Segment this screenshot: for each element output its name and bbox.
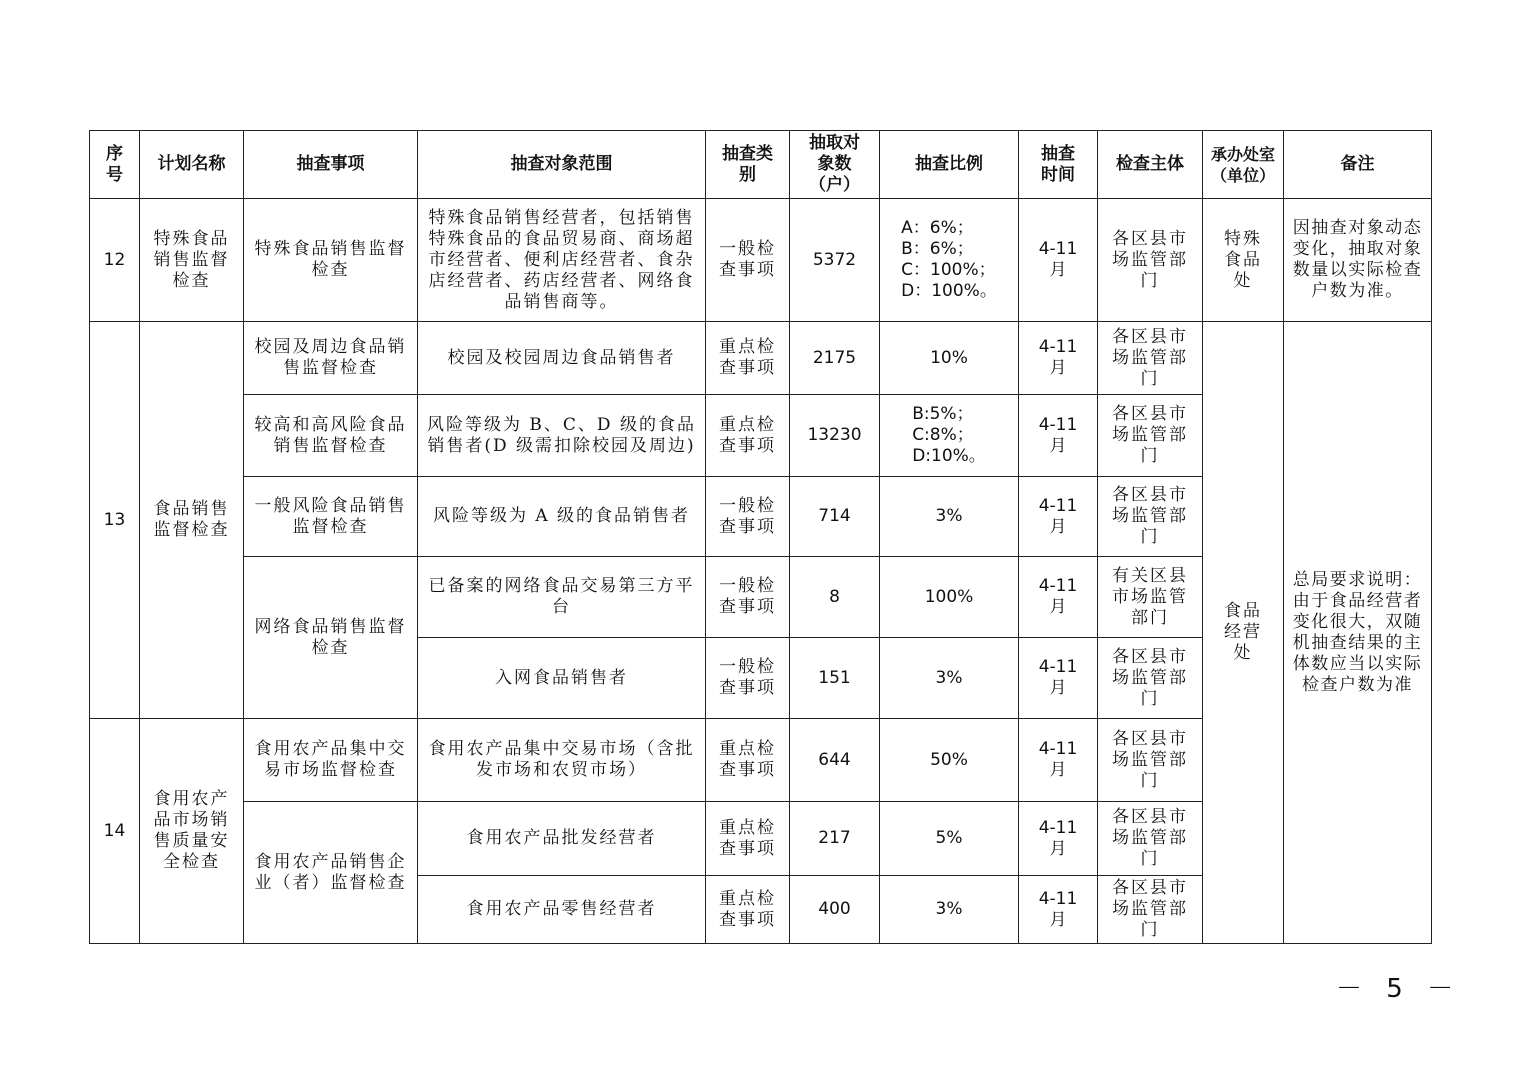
header-time: 抽查时间 <box>1019 131 1098 199</box>
row-item: 特殊食品销售监督检查 <box>244 199 418 322</box>
row-dept: 特殊食品处 <box>1203 199 1284 322</box>
header-item: 抽查事项 <box>244 131 418 199</box>
row-time: 4-11月 <box>1019 638 1098 719</box>
row-scope: 特殊食品销售经营者，包括销售特殊食品的食品贸易商、商场超市经营者、便利店经营者、食杂店经营者、药店经营者、网络食品销售商等。 <box>418 199 706 322</box>
row-dept: 食品经营处 <box>1203 322 1284 944</box>
row-time: 4-11月 <box>1019 395 1098 477</box>
row-category: 一般检查事项 <box>706 199 790 322</box>
row-seq: 12 <box>90 199 140 322</box>
ratio-line: D:10%。 <box>912 446 986 466</box>
row-item: 一般风险食品销售监督检查 <box>244 477 418 557</box>
header-category: 抽查类别 <box>706 131 790 199</box>
row-item: 较高和高风险食品销售监督检查 <box>244 395 418 477</box>
row-subject: 有关区县市场监管部门 <box>1098 557 1203 638</box>
row-scope: 入网食品销售者 <box>418 638 706 719</box>
row-time: 4-11月 <box>1019 199 1098 322</box>
row-item: 食用农产品集中交易市场监督检查 <box>244 719 418 802</box>
row-remark: 因抽查对象动态变化，抽取对象数量以实际检查户数为准。 <box>1284 199 1432 322</box>
row-remark: 总局要求说明：由于食品经营者变化很大，双随机抽查结果的主体数应当以实际检查户数为准 <box>1284 322 1432 944</box>
row-plan-name: 食品销售监督检查 <box>140 322 244 719</box>
row-plan-name: 食用农产品市场销售质量安全检查 <box>140 719 244 944</box>
row-seq: 13 <box>90 322 140 719</box>
header-subject: 检查主体 <box>1098 131 1203 199</box>
row-ratio: 3% <box>880 477 1019 557</box>
row-category: 重点检查事项 <box>706 395 790 477</box>
ratio-line: B:5%； <box>912 404 974 424</box>
row-category: 重点检查事项 <box>706 876 790 944</box>
ratio-line: C:8%； <box>912 425 974 445</box>
header-scope: 抽查对象范围 <box>418 131 706 199</box>
row-ratio: 100% <box>880 557 1019 638</box>
row-scope: 食用农产品集中交易市场（含批发市场和农贸市场） <box>418 719 706 802</box>
inspection-plan-table <box>89 130 1432 944</box>
row-ratio: 50% <box>880 719 1019 802</box>
row-subject: 各区县市场监管部门 <box>1098 477 1203 557</box>
row-item: 校园及周边食品销售监督检查 <box>244 322 418 395</box>
row-scope: 食用农产品批发经营者 <box>418 802 706 876</box>
row-item: 网络食品销售监督检查 <box>244 557 418 719</box>
row-ratio <box>880 395 1019 477</box>
row-ratio: 3% <box>880 876 1019 944</box>
row-count: 13230 <box>790 395 880 477</box>
header-plan-name: 计划名称 <box>140 131 244 199</box>
row-subject: 各区县市场监管部门 <box>1098 876 1203 944</box>
row-plan-name: 特殊食品销售监督检查 <box>140 199 244 322</box>
ratio-line: B：6%； <box>901 239 974 259</box>
row-time: 4-11月 <box>1019 477 1098 557</box>
row-time: 4-11月 <box>1019 876 1098 944</box>
row-scope: 食用农产品零售经营者 <box>418 876 706 944</box>
row-ratio: 10% <box>880 322 1019 395</box>
row-subject: 各区县市场监管部门 <box>1098 638 1203 719</box>
table-header-row <box>90 131 1432 199</box>
row-seq: 14 <box>90 719 140 944</box>
row-subject: 各区县市场监管部门 <box>1098 322 1203 395</box>
row-count: 217 <box>790 802 880 876</box>
row-count: 151 <box>790 638 880 719</box>
row-scope: 已备案的网络食品交易第三方平台 <box>418 557 706 638</box>
header-ratio: 抽查比例 <box>880 131 1019 199</box>
page-number: － 5 － <box>1336 974 1462 1004</box>
row-category: 一般检查事项 <box>706 477 790 557</box>
row-category: 重点检查事项 <box>706 322 790 395</box>
row-subject: 各区县市场监管部门 <box>1098 802 1203 876</box>
header-count: 抽取对象数（户） <box>790 131 880 199</box>
header-dept: 承办处室（单位） <box>1203 131 1284 199</box>
row-time: 4-11月 <box>1019 557 1098 638</box>
row-category: 一般检查事项 <box>706 638 790 719</box>
row-category: 重点检查事项 <box>706 719 790 802</box>
row-count: 400 <box>790 876 880 944</box>
table-row <box>90 199 1432 322</box>
row-category: 一般检查事项 <box>706 557 790 638</box>
ratio-line: D：100%。 <box>901 281 997 301</box>
row-time: 4-11月 <box>1019 802 1098 876</box>
row-subject: 各区县市场监管部门 <box>1098 719 1203 802</box>
row-count: 714 <box>790 477 880 557</box>
row-count: 8 <box>790 557 880 638</box>
row-subject: 各区县市场监管部门 <box>1098 199 1203 322</box>
row-time: 4-11月 <box>1019 719 1098 802</box>
row-scope: 校园及校园周边食品销售者 <box>418 322 706 395</box>
row-subject: 各区县市场监管部门 <box>1098 395 1203 477</box>
row-ratio <box>880 199 1019 322</box>
table-row <box>90 322 1432 395</box>
row-count: 644 <box>790 719 880 802</box>
row-scope: 风险等级为 A 级的食品销售者 <box>418 477 706 557</box>
row-item: 食用农产品销售企业（者）监督检查 <box>244 802 418 944</box>
row-category: 重点检查事项 <box>706 802 790 876</box>
row-scope: 风险等级为 B、C、D 级的食品销售者(D 级需扣除校园及周边) <box>418 395 706 477</box>
ratio-line: A：6%； <box>901 218 974 238</box>
row-ratio: 5% <box>880 802 1019 876</box>
row-count: 2175 <box>790 322 880 395</box>
row-ratio: 3% <box>880 638 1019 719</box>
row-count: 5372 <box>790 199 880 322</box>
header-remark: 备注 <box>1284 131 1432 199</box>
ratio-line: C：100%； <box>901 260 996 280</box>
row-time: 4-11月 <box>1019 322 1098 395</box>
header-seq: 序号 <box>90 131 140 199</box>
